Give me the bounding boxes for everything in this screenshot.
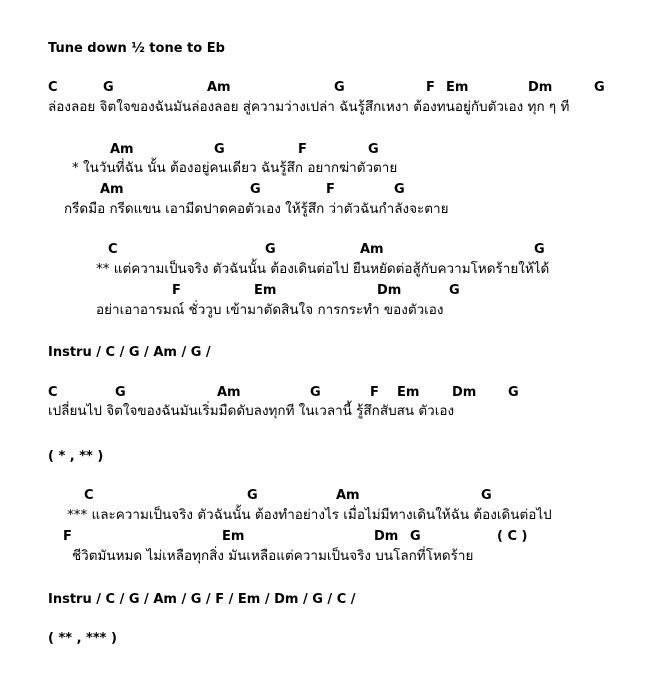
chord-symbol: C — [84, 488, 94, 503]
lyric-line: อย่าเอาอารมณ์ ชั่ววูบ เข้ามาตัดสินใจ การกระทำ ของตัวเอง — [96, 302, 444, 318]
chord-symbol: F — [63, 529, 72, 544]
chord-symbol: F — [298, 142, 307, 157]
chord-symbol: G — [481, 488, 492, 503]
chord-symbol: Em — [254, 283, 277, 298]
chord-symbol: G — [334, 80, 345, 95]
chord-symbol: C — [48, 385, 58, 400]
chord-symbol: G — [250, 182, 261, 197]
lyric-line: ชีวิตมันหมด ไม่เหลือทุกสิ่ง มันเหลือแต่ความเป็นจริง บนโลกที่โหดร้าย — [72, 548, 474, 564]
chord-symbol: C — [108, 242, 118, 257]
chord-symbol: F — [172, 283, 181, 298]
chord-symbol: G — [534, 242, 545, 257]
chord-symbol: G — [103, 80, 114, 95]
lyric-line: เปลี่ยนไป จิตใจของฉันมันเริ่มมืดดับลงทุกที ในเวลานี้ รู้สึกสับสน ตัวเอง — [48, 403, 455, 419]
chord-symbol: Am — [360, 242, 384, 257]
lyric-line: ล่องลอย จิตใจของฉันมันล่องลอย สู่ความว่างเปล่า ฉันรู้สึกเหงา ต้องทนอยู่กับตัวเอง ทุก ๆ ที — [48, 99, 570, 115]
chord-symbol: G — [368, 142, 379, 157]
chord-symbol: F — [426, 80, 435, 95]
chord-symbol: C — [48, 80, 58, 95]
chord-symbol: G — [247, 488, 258, 503]
chord-symbol: G — [394, 182, 405, 197]
lyric-line: *** และความเป็นจริง ตัวฉันนั้น ต้องทำอย่างไร เมื่อไม่มีทางเดินให้ฉัน ต้องเดินต่อไป — [67, 507, 552, 523]
chord-symbol: Am — [100, 182, 124, 197]
chord-symbol: G — [449, 283, 460, 298]
chord-symbol: ( C ) — [497, 529, 528, 544]
chord-symbol: Dm — [377, 283, 402, 298]
chord-symbol: Am — [207, 80, 231, 95]
chord-symbol: Em — [222, 529, 245, 544]
chord-symbol: G — [508, 385, 519, 400]
chord-symbol: Dm — [452, 385, 477, 400]
chord-symbol: Am — [336, 488, 360, 503]
chord-symbol: Dm — [374, 529, 399, 544]
chord-symbol: G — [265, 242, 276, 257]
chord-symbol: G — [310, 385, 321, 400]
chord-symbol: F — [326, 182, 335, 197]
chord-symbol: Dm — [528, 80, 553, 95]
chord-symbol: Am — [217, 385, 241, 400]
lyric-line: กรีดมือ กรีดแขน เอามีดปาดคอตัวเอง ให้รู้สึก ว่าตัวฉันกำลังจะตาย — [64, 201, 449, 217]
chord-symbol: G — [115, 385, 126, 400]
chord-symbol: Em — [397, 385, 420, 400]
repeat-marker: ( * , ** ) — [48, 449, 104, 464]
repeat-marker: ( ** , *** ) — [48, 631, 117, 646]
chord-symbol: G — [410, 529, 421, 544]
chord-symbol: G — [594, 80, 605, 95]
tuning-note: Tune down ½ tone to Eb — [48, 41, 225, 56]
lyric-line: * ในวันที่ฉัน นั้น ต้องอยู่คนเดียว ฉันรู้สึก อยากฆ่าตัวตาย — [72, 160, 398, 176]
instrumental-line: Instru / C / G / Am / G / F / Em / Dm / G / C / — [48, 592, 356, 607]
chord-symbol: Em — [446, 80, 469, 95]
instrumental-line: Instru / C / G / Am / G / — [48, 345, 211, 360]
chord-symbol: Am — [110, 142, 134, 157]
chord-symbol: G — [214, 142, 225, 157]
chord-symbol: F — [370, 385, 379, 400]
lyric-line: ** แต่ความเป็นจริง ตัวฉันนั้น ต้องเดินต่อไป ยืนหยัดต่อสู้กับความโหดร้ายให้ได้ — [96, 261, 550, 277]
